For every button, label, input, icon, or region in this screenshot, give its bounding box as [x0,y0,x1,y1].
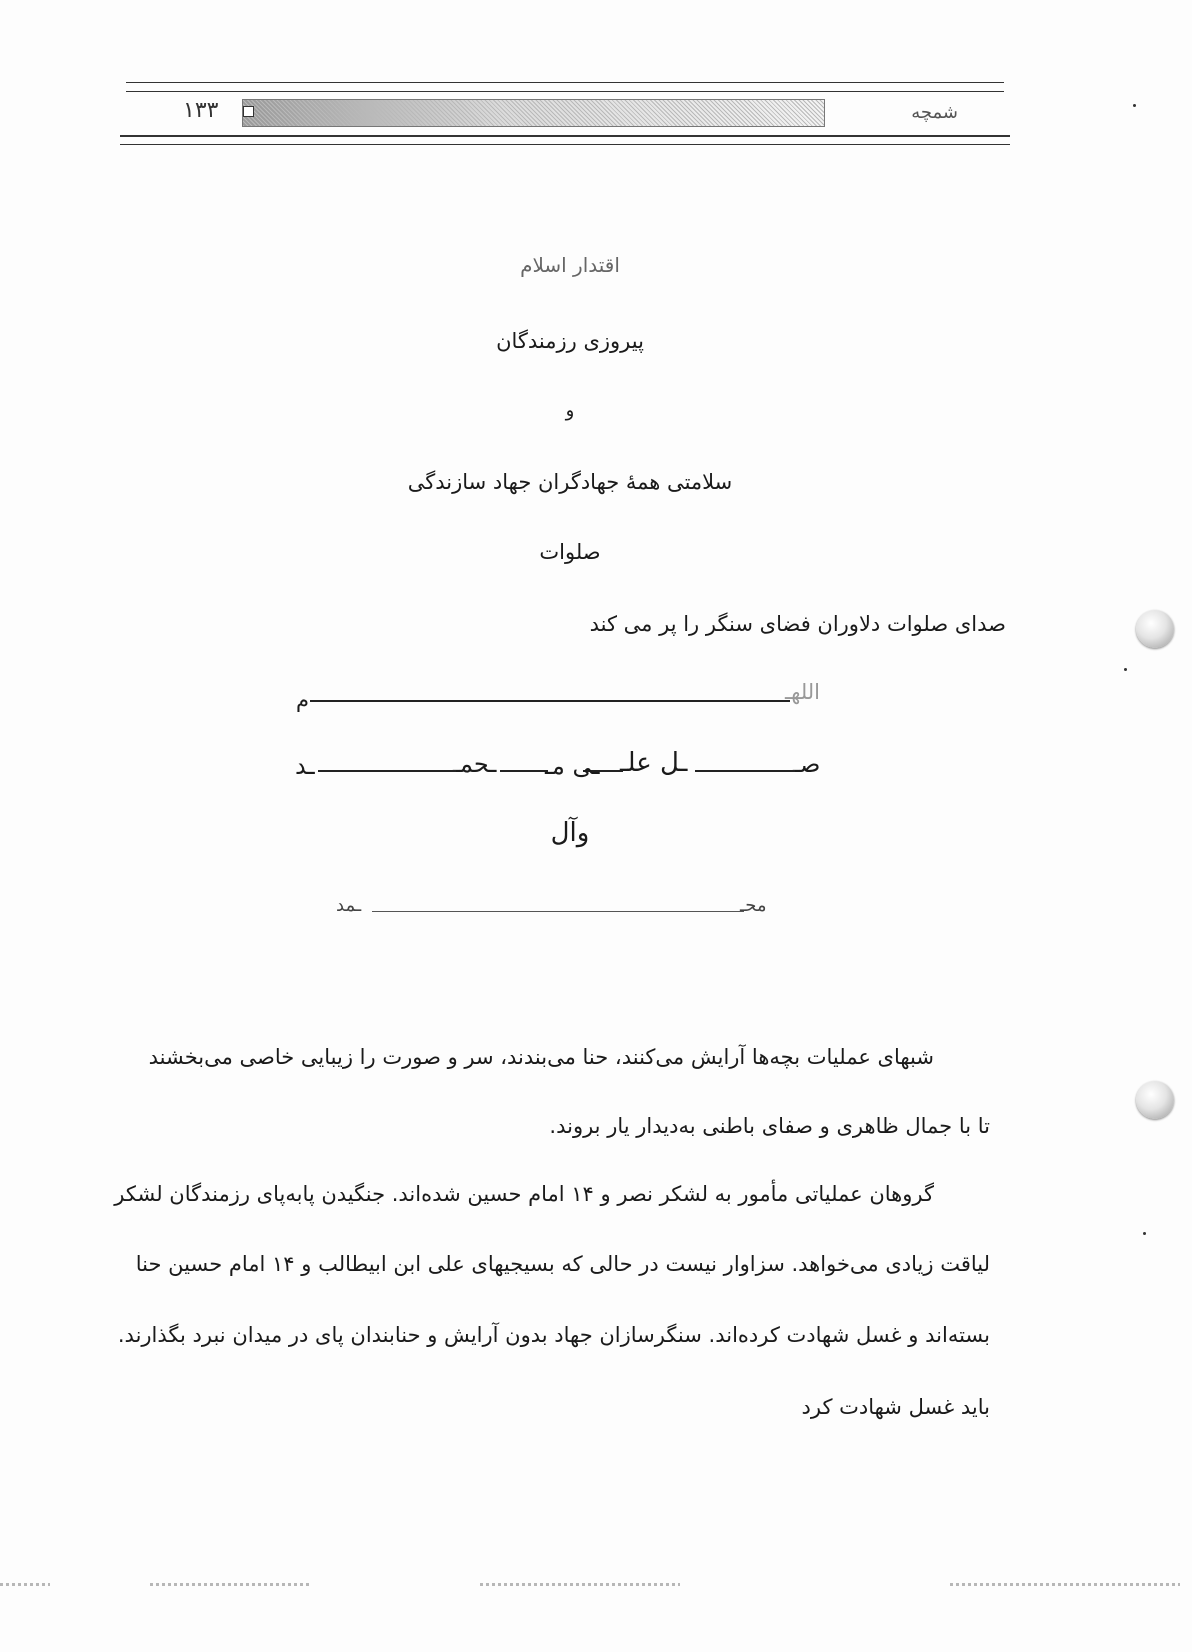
page-number: ۱۳۳ [183,98,219,123]
scan-mark-4 [950,1583,1180,1586]
header-top-rule-2 [126,91,1004,92]
scan-mark-1 [0,1583,50,1586]
paragraph2-line-4: باید غسل شهادت کرد [801,1395,990,1419]
salawat-line4-stroke [372,911,744,912]
salawat-line1-stroke [310,700,790,702]
salawat-line2-stroke-4 [318,770,456,772]
speck-3 [1143,1232,1146,1235]
salawat-line2-start: صـ [793,750,821,778]
paragraph1-line-2: تا با جمال ظاهری و صفای باطنی به‌دیدار یار بروند. [549,1114,990,1138]
salawat-line2-mid1: ـل علـ [620,748,688,778]
sound-line: صدای صلوات دلاوران فضای سنگر را پر می کند [589,612,1006,636]
header-top-rule [126,82,1004,83]
header-bottom-rule [120,135,1010,137]
paragraph1-line-1: شبهای عملیات بچه‌ها آرایش می‌کنند، حنا می‌بندند، سر و صورت را زیبایی خاصی می‌بخشند [148,1045,934,1069]
heading-line-4: سلامتی همهٔ جهادگران جهاد سازندگی [407,470,733,494]
speck-2 [1124,668,1127,671]
salawat-line1-end: م [296,688,310,712]
salawat-line4-end: ـمد [336,895,362,916]
paragraph2-line-2: لیاقت زیادی می‌خواهد. سزاوار نیست در حالی که بسیجیهای علی ابن ابیطالب و ۱۴ امام حسین حنا [135,1252,990,1276]
salawat-line2-stroke-3 [500,770,548,772]
heading-line-5: صلوات [539,540,601,564]
salawat-line4-start: محـ [740,895,767,916]
salawat-line2-stroke-1 [695,770,795,772]
salawat-line2-mid3: ـحمـ [453,750,497,778]
binder-hole-bottom [1136,1081,1174,1119]
salawat-line2-mid2: ـی مـ [545,752,600,780]
salawat-line3: وآل [550,818,590,848]
header-bottom-rule-2 [120,144,1010,145]
scan-mark-2 [150,1583,310,1586]
salawat-line2-end: ـد [295,752,315,780]
paragraph2-line-3: بسته‌اند و غسل شهادت کرده‌اند. سنگرسازان جهاد بدون آرایش و حنابندان پای در میدان نبرد بگذارند. [117,1323,990,1347]
heading-line-1: اقتدار اسلام [520,253,620,277]
scan-mark-3 [480,1583,680,1586]
binder-hole-top [1136,610,1174,648]
salawat-line1-start: اللهـ [785,680,821,704]
header-shaded-bar [242,99,825,127]
paragraph2-line-1: گروهان عملیاتی مأمور به لشکر نصر و ۱۴ امام حسین شده‌اند. جنگیدن پابه‌پای رزمندگان لشکر [114,1182,934,1206]
square-icon [243,106,254,117]
speck-1 [1133,104,1136,107]
running-head: شمچه [911,102,958,123]
heading-line-3: و [565,400,575,421]
heading-line-2: پیروزی رزمندگان [496,329,644,353]
